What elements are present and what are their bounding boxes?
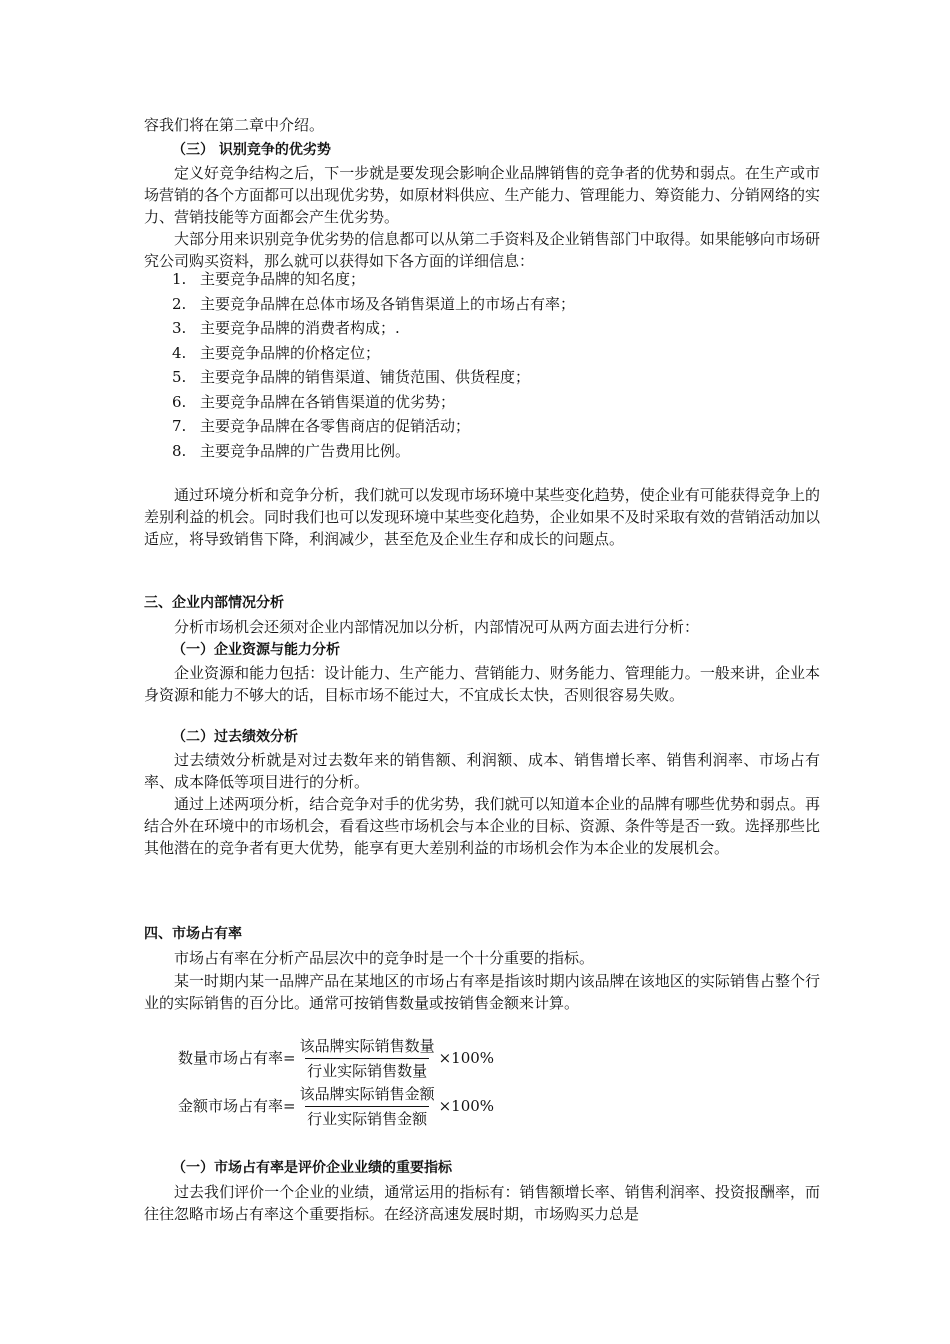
formula-factor: ×100% (438, 1097, 495, 1115)
paragraph-section-4-definition: 某一时期内某一品牌产品在某地区的市场占有率是指该时期内该品牌在该地区的实际销售占整个行业的实际销售的百分比。通常可按销售数量或按销售金额来计算。 (144, 972, 820, 1012)
list-item: 7. 主要竞争品牌在各零售商店的促销活动； (172, 417, 471, 435)
formula-factor: ×100% (438, 1049, 495, 1067)
formula-fraction (298, 1035, 437, 1082)
paragraph-define: 定义好竞争结构之后，下一步就是要发现会影响企业品牌销售的竞争者的优势和弱点。在生产或市场营销的各个方面都可以出现优劣势，如原材料供应、生产能力、管理能力、筹资能力、分销网络的实力、营销技能等方面都会产生优劣势。 (144, 164, 820, 226)
section-4-title: 四、市场占有率 (144, 926, 242, 942)
formula-numerator: 该品牌实际销售金额 (299, 1084, 435, 1103)
paragraph-combined-analysis: 通过上述两项分析，结合竞争对手的优劣势，我们就可以知道本企业的品牌有哪些优势和弱点。再结合外在环境中的市场机会，看看这些市场机会与本企业的目标、资源、条件等是否一致。选择那些比其他潜在的竞争者有更大优势，能享有更大差别利益的市场机会作为本企业的发展机会。 (144, 795, 820, 857)
formula-numerator: 该品牌实际销售数量 (299, 1036, 435, 1055)
quantity-share-formula (178, 1036, 494, 1080)
list-item: 5. 主要竞争品牌的销售渠道、铺货范围、供货程度； (172, 368, 531, 386)
amount-share-formula (178, 1084, 494, 1128)
formula-fraction (298, 1083, 437, 1130)
list-item: 3. 主要竞争品牌的消费者构成；. (172, 319, 400, 337)
paragraph-resources: 企业资源和能力包括：设计能力、生产能力、营销能力、财务能力、管理能力。一般来讲，企业本身资源和能力不够大的话，目标市场不能过大，不宜成长太快，否则很容易失败。 (144, 664, 820, 704)
list-item: 8. 主要竞争品牌的广告费用比例。 (172, 441, 411, 460)
subsection-3-title: （三） 识别竞争的优劣势 (172, 142, 331, 158)
subsection-4a-title: （一）市场占有率是评价企业业绩的重要指标 (172, 1160, 452, 1176)
formula-denominator: 行业实际销售数量 (305, 1058, 429, 1082)
subsection-b-title: （二）过去绩效分析 (172, 729, 298, 745)
competitor-info-list (144, 267, 848, 463)
list-item: 4. 主要竞争品牌的价格定位； (172, 343, 381, 362)
formula-label: 金额市场占有率= (178, 1097, 296, 1115)
paragraph-environment: 通过环境分析和竞争分析，我们就可以发现市场环境中某些变化趋势，使企业有可能获得竞争上的差别利益的机会。同时我们也可以发现环境中某些变化趋势，企业如果不及时采取有效的营销活动加以适应，将导致销售下降，利润减少，甚至危及企业生存和成长的问题点。 (144, 486, 820, 548)
formula-denominator: 行业实际销售金额 (305, 1106, 429, 1130)
continued-text: 容我们将在第二章中介绍。 (144, 116, 325, 134)
formula-label: 数量市场占有率= (178, 1049, 296, 1067)
list-item: 6. 主要竞争品牌在各销售渠道的优劣势； (172, 392, 456, 411)
list-item: 1. 主要竞争品牌的知名度； (172, 270, 366, 288)
paragraph-info: 大部分用来识别竞争优劣势的信息都可以从第二手资料及企业销售部门中取得。如果能够向市场研究公司购买资料，那么就可以获得如下各方面的详细信息： (144, 230, 820, 270)
paragraph-past-performance: 过去绩效分析就是对过去数年来的销售额、利润额、成本、销售增长率、销售利润率、市场占有率、成本降低等项目进行的分析。 (144, 751, 820, 791)
subsection-a-title: （一）企业资源与能力分析 (172, 642, 340, 658)
paragraph-section-4-intro: 市场占有率在分析产品层次中的竞争时是一个十分重要的指标。 (174, 949, 595, 967)
list-item: 2. 主要竞争品牌在总体市场及各销售渠道上的市场占有率； (172, 294, 576, 313)
paragraph-performance-indicators: 过去我们评价一个企业的业绩，通常运用的指标有：销售额增长率、销售利润率、投资报酬率，而往往忽略市场占有率这个重要指标。在经济高速发展时期，市场购买力总是 (144, 1183, 820, 1223)
paragraph-section-3: 分析市场机会还须对企业内部情况加以分析，内部情况可从两方面去进行分析： (174, 618, 700, 636)
section-3-title: 三、企业内部情况分析 (144, 595, 284, 611)
